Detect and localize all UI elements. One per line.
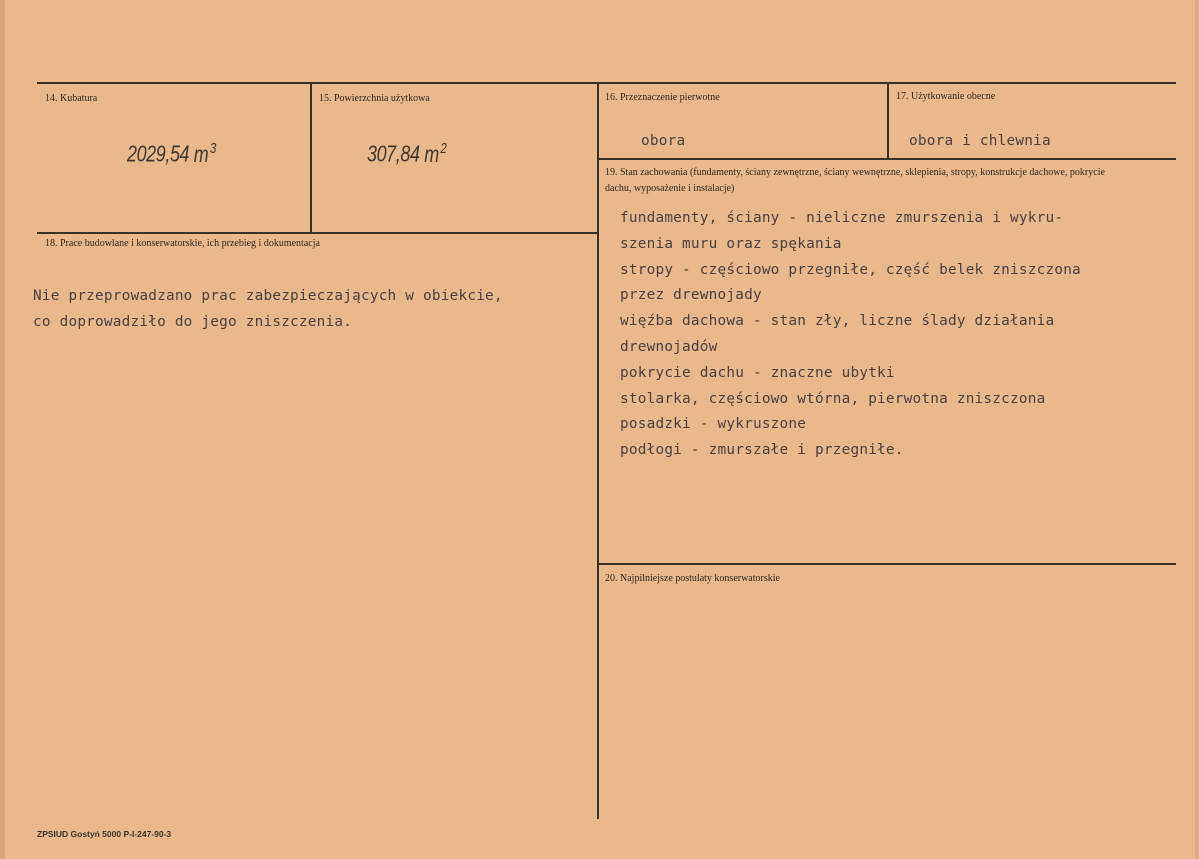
field-15-number: 307,84	[367, 140, 420, 167]
field-18-line: Nie przeprowadzano prac zabezpieczających w obiekcie,	[33, 288, 503, 304]
field-19-text	[620, 210, 1081, 468]
top-rule	[37, 82, 1176, 84]
field-20-label: 20. Najpilniejsze postulaty konserwatorskie	[605, 573, 780, 584]
field-18-line: co doprowadziło do jego zniszczenia.	[33, 313, 353, 330]
field-17-label: 17. Użytkowanie obecne	[896, 91, 996, 102]
field-14-exponent: 3	[209, 140, 217, 157]
field-19-line: przez drewnojady	[620, 287, 762, 304]
field-19-line: drewnojadów	[620, 338, 718, 355]
field-14-number: 2029,54	[127, 140, 190, 167]
field-15-exponent: 2	[440, 140, 447, 157]
field-19-line: szenia muru oraz spękania	[620, 235, 842, 252]
field-14-volume-value	[127, 140, 216, 168]
field-18-text	[33, 288, 503, 340]
field-16-label: 16. Przeznaczenie pierwotne	[605, 92, 720, 103]
rule-under-16-17	[599, 158, 1176, 160]
field-17-value: obora i chlewnia	[909, 133, 1051, 149]
field-19-line: stropy - częściowo przegniłe, część belek zniszczona	[620, 261, 1081, 278]
field-15-area-value	[367, 140, 446, 168]
divider-14-15	[310, 84, 312, 234]
printer-imprint: ZPSIUD Gostyń 5000 P-I-247-90-3	[37, 829, 172, 839]
field-19-label: 19. Stan zachowania (fundamenty, ściany zewnętrzne, ściany wewnętrzne, sklepienia, stropy, konstrukcje dachowe, pokrycie dachu, wyposażenie i instalacje)	[605, 167, 1105, 194]
field-15-unit: m	[424, 140, 439, 167]
rule-under-14-15	[37, 232, 597, 234]
divider-16-17	[887, 84, 889, 159]
field-14-unit: m	[193, 140, 209, 167]
divider-left-right	[597, 84, 599, 819]
field-19-line: więźba dachowa - stan zły, liczne ślady działania	[620, 313, 1055, 330]
field-18-label: 18. Prace budowlane i konserwatorskie, ich przebieg i dokumentacja	[45, 238, 320, 249]
field-19-line: posadzki - wykruszone	[620, 416, 807, 433]
field-19-line: podłogi - zmurszałe i przegniłe.	[620, 442, 904, 459]
field-19-line: pokrycie dachu - znaczne ubytki	[620, 364, 895, 381]
field-16-value: obora	[641, 133, 686, 149]
field-19-line: stolarka, częściowo wtórna, pierwotna zniszczona	[620, 390, 1046, 407]
field-14-label: 14. Kubatura	[45, 93, 98, 104]
rule-above-20	[599, 563, 1176, 565]
field-15-label: 15. Powierzchnia użytkowa	[319, 93, 430, 104]
field-19-line: fundamenty, ściany - nieliczne zmurszenia i wykru-	[620, 210, 1064, 226]
